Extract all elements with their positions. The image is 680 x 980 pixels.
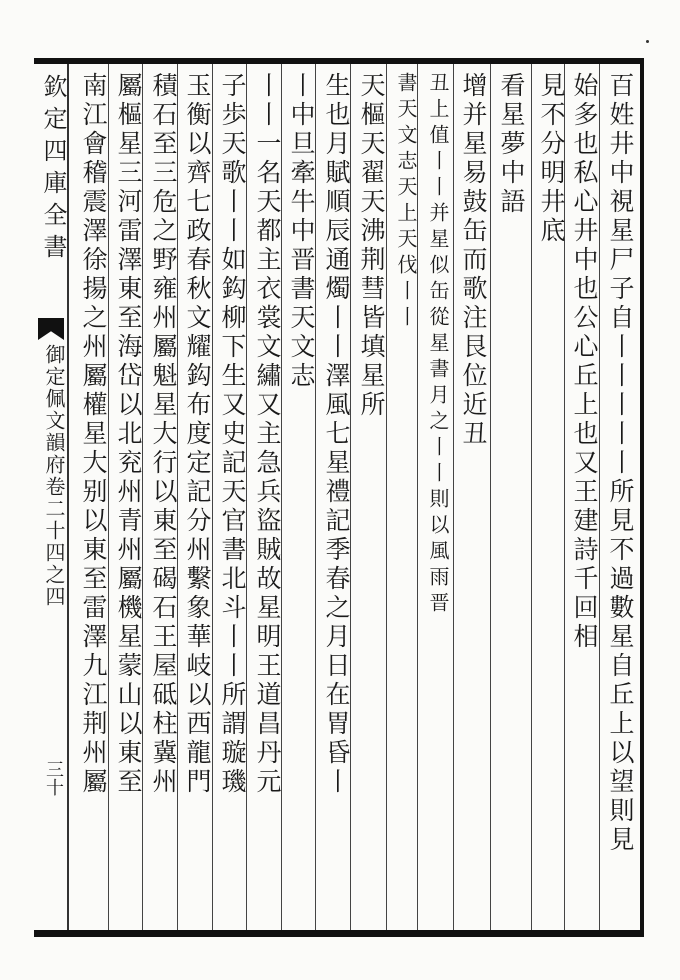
text-column-14: 積石至三危之野雍州屬魁星大行以東至碣石王屋砥柱冀州 xyxy=(149,72,178,797)
column-rule xyxy=(212,64,213,930)
book-title: 御定佩文韻府卷二十四之四 xyxy=(42,344,66,608)
fish-tail-mark xyxy=(38,318,64,340)
text-column-15: 屬樞星三河雷澤東至海岱以北兖州青州屬機星蒙山以東至 xyxy=(114,72,143,797)
text-column-5: 增并星易鼓缶而歌注艮位近丑 xyxy=(459,72,488,449)
text-column-4: 看星夢中語 xyxy=(497,72,526,217)
frame-top-border xyxy=(34,58,644,64)
text-column-12: 子歩天歌丨丨如鈎柳下生又史記天官書北斗丨丨所謂璇璣 xyxy=(218,72,247,797)
column-rule xyxy=(599,64,600,930)
column-rule xyxy=(531,64,532,930)
text-column-9: 生也月賦順辰通燭丨丨澤風七星禮記季春之月日在胃昏丨 xyxy=(322,72,351,797)
column-rule xyxy=(490,64,491,930)
frame-right-border xyxy=(640,58,644,937)
text-column-7: 書天文志天上天伐丨丨 xyxy=(394,72,418,332)
text-column-10: 丨中旦牽牛中晋書天文志 xyxy=(287,72,316,391)
series-title: 欽定四庫全書 xyxy=(39,74,67,266)
text-column-13: 玉衡以齊七政春秋文耀鈎布度定記分州繫象華岐以西龍門 xyxy=(183,72,212,797)
column-rule xyxy=(108,64,109,930)
column-rule xyxy=(453,64,454,930)
column-rule xyxy=(386,64,387,930)
text-column-2: 始多也私心井中也公心丘上也又王建詩千回相 xyxy=(570,72,599,652)
text-column-11: 丨丨一名天都主衣裳文繡又主急兵盜賊故星明王道昌丹元 xyxy=(253,72,282,797)
text-column-3: 見不分明井底 xyxy=(537,72,566,246)
ink-speck xyxy=(646,40,649,43)
frame-bottom-border xyxy=(34,930,644,937)
text-column-1: 百姓井中視星尸子自丨丨丨丨丨所見不過數星自丘上以望則見 xyxy=(606,72,635,855)
text-column-8: 天樞天翟天沸荆彗皆填星所 xyxy=(357,72,386,420)
text-column-6: 丑上值丨丨并星似缶從星書月之丨丨則以風雨晋 xyxy=(426,72,450,618)
text-column-16: 南江會稽震澤徐揚之州屬權星大别以東至雷澤九江荆州屬 xyxy=(79,72,108,797)
page-number: 三十 xyxy=(43,760,64,796)
